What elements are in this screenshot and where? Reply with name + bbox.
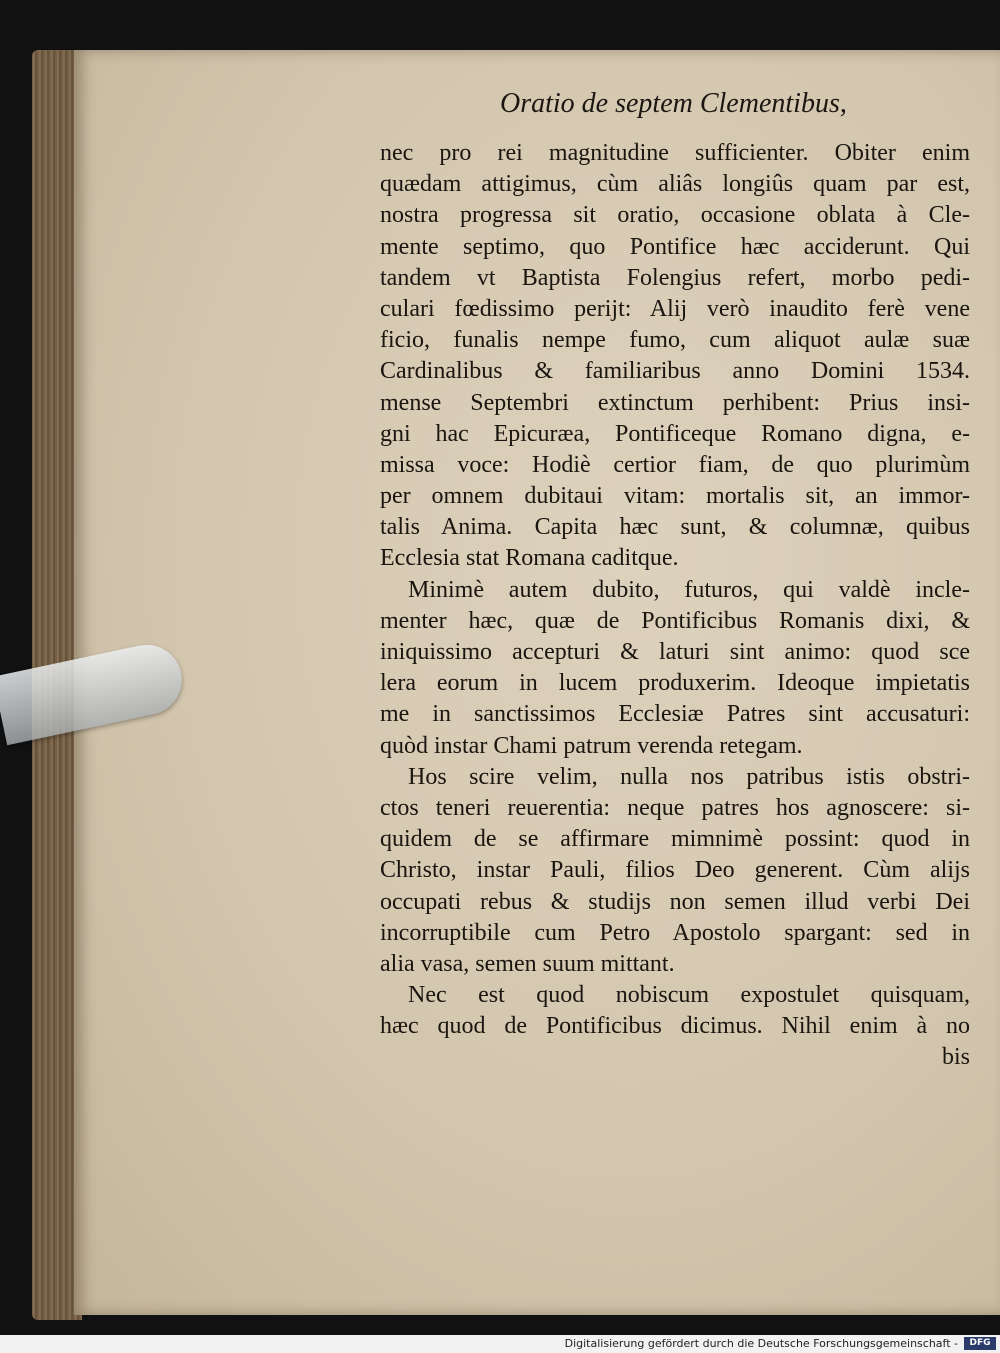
text-line: gni hac Epicuræa, Pontificeque Romano digna, e-: [380, 420, 970, 447]
text-line: tandem vt Baptista Folengius refert, morbo pedi-: [380, 264, 970, 291]
text-line: quidem de se affirmare mimnimè possint: quod in: [380, 826, 970, 853]
text-line: missa voce: Hodiè certior fiam, de quo plurimùm: [380, 451, 970, 478]
text-line: talis Anima. Capita hæc sunt, & columnæ, quibus: [380, 514, 970, 541]
text-line: Christo, instar Pauli, filios Deo generent. Cùm alijs: [380, 857, 970, 884]
text-line: quòd instar Chami patrum verenda retegam.: [380, 732, 803, 759]
text-line: Minimè autem dubito, futuros, qui valdè incle-: [408, 576, 970, 603]
text-line: ctos teneri reuerentia: neque patres hos agnoscere: si-: [380, 794, 970, 821]
text-line: ficio, funalis nempe fumo, cum aliquot aulæ suæ: [380, 327, 970, 354]
text-line: per omnem dubitaui vitam: mortalis sit, an immor-: [380, 483, 970, 510]
text-line: hæc quod de Pontificibus dicimus. Nihil enim à no: [380, 1013, 970, 1040]
text-line: mense Septembri extinctum perhibent: Prius insi-: [380, 389, 970, 416]
text-line: iniquissimo accepturi & laturi sint animo: quod sce: [380, 639, 970, 665]
text-line: occupati rebus & studijs non semen illud verbi Dei: [380, 888, 970, 915]
text-line: incorruptibile cum Petro Apostolo spargant: sed in: [380, 919, 970, 946]
text-line: me in sanctissimos Ecclesiæ Patres sint accusaturi:: [380, 701, 970, 728]
text-line: mente septimo, quo Pontifice hæc acciderunt. Qui: [380, 233, 970, 260]
text-line: culari fœdissimo perijt: Alij verò inaudito ferè vene: [380, 295, 970, 322]
body-text: [380, 138, 970, 1098]
running-head: Oratio de septem Clementibus,: [500, 88, 847, 119]
footer-bar: [0, 1335, 1000, 1353]
text-line: quædam attigimus, cùm aliâs longiûs quam par est,: [380, 171, 970, 198]
text-line: Ecclesia stat Romana caditque.: [380, 545, 679, 572]
footer-credit: Digitalisierung gefördert durch die Deutsche Forschungsgemeinschaft -: [564, 1337, 958, 1350]
text-line: nec pro rei magnitudine sufficienter. Obiter enim: [380, 140, 970, 166]
text-line: alia vasa, semen suum mittant.: [380, 950, 675, 977]
dfg-logo: DFG: [964, 1337, 996, 1350]
text-line: nostra progressa sit oratio, occasione oblata à Cle-: [380, 202, 970, 229]
catchword: bis: [941, 1044, 970, 1071]
text-line: Nec est quod nobiscum expostulet quisquam,: [408, 982, 970, 1009]
text-line: Cardinalibus & familiaribus anno Domini 1534.: [380, 358, 970, 385]
text-line: Hos scire velim, nulla nos patribus istis obstri-: [408, 763, 970, 790]
text-line: lera eorum in lucem produxerim. Ideoque impietatis: [380, 670, 970, 697]
text-line: menter hæc, quæ de Pontificibus Romanis dixi, &: [380, 607, 970, 634]
